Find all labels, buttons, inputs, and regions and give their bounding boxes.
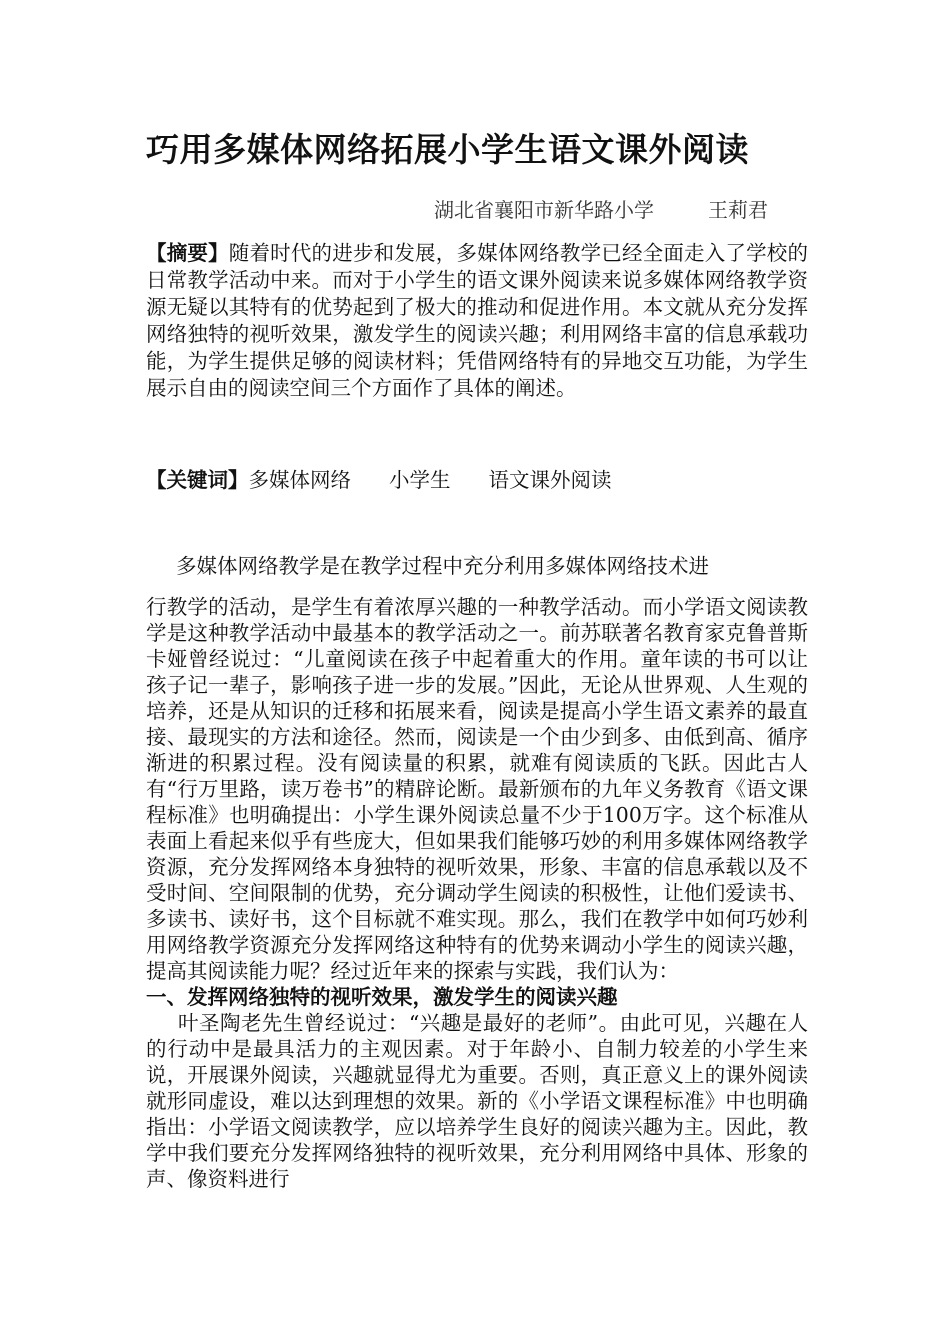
section-paragraph: 叶圣陶老先生曾经说过：“兴趣是最好的老师”。由此可见，兴趣在人的行动中是最具活力的主观因素。对于年龄小、自制力较差的小学生来说，开展课外阅读，兴趣就显得尤为重要。否则，真正意义上的课外阅读就形同虚设，难以达到理想的效果。新的《小学语文课程标准》中也明确指出：小学语文阅读教学，应以培养学生良好的阅读兴趣为主。因此，教学中我们要充分发挥网络独特的视听效果，充分利用网络中具体、形象的声、像资料进行	[146, 1011, 808, 1191]
section-heading: 一、发挥网络独特的视听效果，激发学生的阅读兴趣	[146, 985, 618, 1009]
abstract-label: 【摘要】	[146, 241, 229, 265]
byline-school: 湖北省襄阳市新华路小学	[434, 198, 654, 222]
intro-paragraph: 行教学的活动，是学生有着浓厚兴趣的一种教学活动。而小学语文阅读教学是这种教学活动中最基本的教学活动之一。前苏联著名教育家克鲁普斯卡娅曾经说过：“儿童阅读在孩子中起着重大的作用。童年读的书可以让孩子记一辈子，影响孩子进一步的发展。”因此，无论从世界观、人生观的培养，还是从知识的迁移和拓展来看，阅读是提高小学生语文素养的最直接、最现实的方法和途径。然而，阅读是一个由少到多、由低到高、循序渐进的积累过程。没有阅读量的积累，就难有阅读质的飞跃。因此古人有“行万里路，读万卷书”的精辟论断。最新颁布的九年义务教育《语文课程标准》也明确提出：小学生课外阅读总量不少于100万字。这个标准从表面上看起来似乎有些庞大，但如果我们能够巧妙的利用多媒体网络教学资源，充分发挥网络本身独特的视听效果，形象、丰富的信息承载以及不受时间、空间限制的优势，充分调动学生阅读的积极性，让他们爱读书、多读书、读好书，这个目标就不难实现。那么，我们在教学中如何巧妙利用网络教学资源充分发挥网络这种特有的优势来调动小学生的阅读兴趣，提高其阅读能力呢？经过近年来的探索与实践，我们认为：	[146, 595, 808, 983]
keywords-label: 【关键词】	[146, 468, 249, 492]
byline	[434, 196, 768, 224]
abstract	[146, 240, 808, 402]
body-text	[146, 594, 808, 1192]
document-title: 巧用多媒体网络拓展小学生语文课外阅读	[146, 130, 749, 169]
keyword-item: 小学生	[389, 468, 451, 492]
byline-author: 王莉君	[708, 198, 768, 222]
keyword-item: 语文课外阅读	[488, 468, 612, 492]
abstract-text: 随着时代的进步和发展，多媒体网络教学已经全面走入了学校的日常教学活动中来。而对于小学生的语文课外阅读来说多媒体网络教学资源无疑以其特有的优势起到了极大的推动和促进作用。本文就从充分发挥网络独特的视听效果，激发学生的阅读兴趣；利用网络丰富的信息承载功能，为学生提供足够的阅读材料；凭借网络特有的异地交互功能，为学生展示自由的阅读空间三个方面作了具体的阐述。	[146, 241, 809, 400]
keywords	[146, 466, 808, 494]
intro-first-line: 多媒体网络教学是在教学过程中充分利用多媒体网络技术进	[176, 554, 709, 578]
keyword-item: 多媒体网络	[248, 468, 351, 492]
